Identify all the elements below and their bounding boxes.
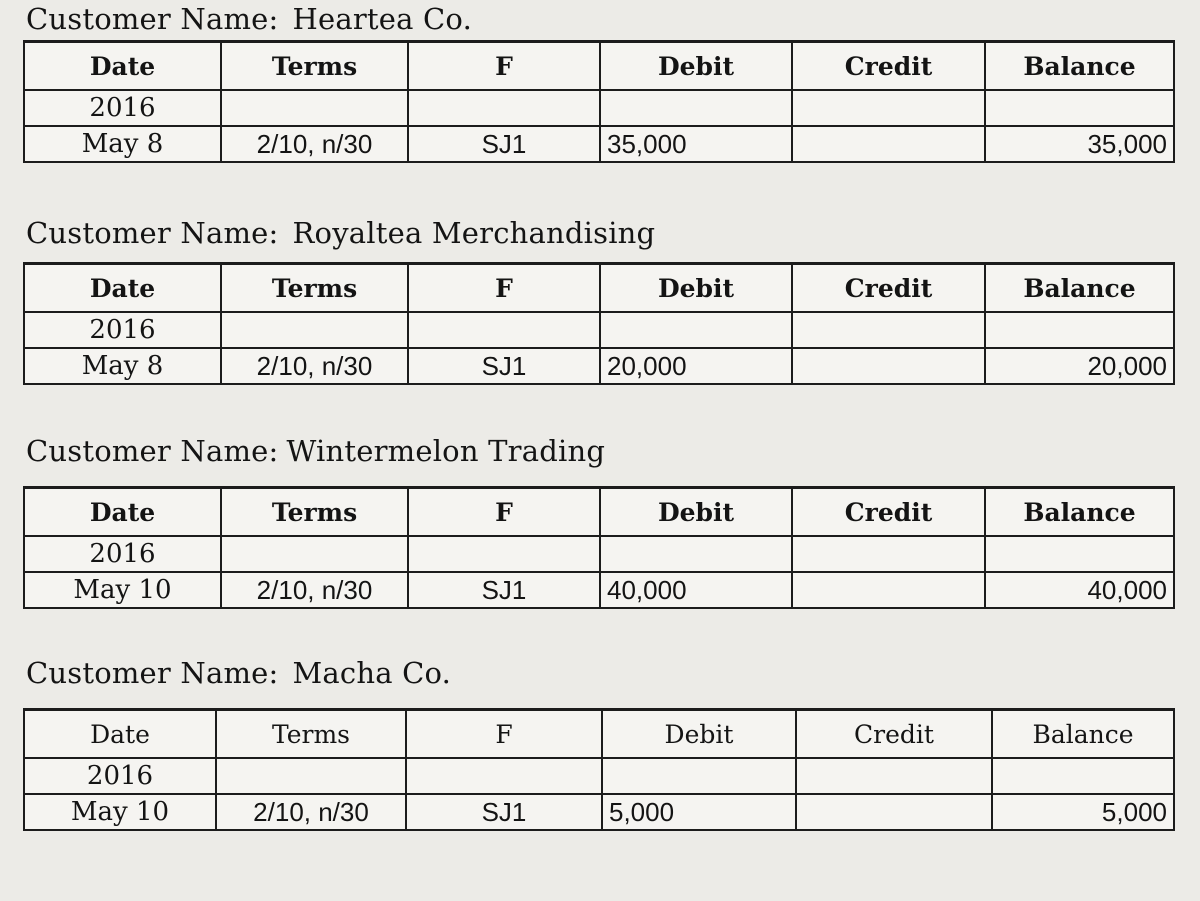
column-header-date: Date: [24, 264, 221, 313]
empty-cell: [985, 90, 1174, 126]
column-header-debit: Debit: [600, 42, 792, 91]
folio-cell: SJ1: [406, 794, 602, 830]
column-header-debit: Debit: [600, 488, 792, 537]
column-header-f: F: [408, 264, 600, 313]
empty-cell: [408, 312, 600, 348]
year-cell: 2016: [24, 758, 216, 794]
empty-cell: [221, 536, 408, 572]
empty-cell: [221, 90, 408, 126]
terms-cell: 2/10, n/30: [221, 126, 408, 162]
customer-name-label: Customer Name:: [26, 434, 279, 468]
column-header-balance: Balance: [985, 264, 1174, 313]
customer-name-label: Customer Name:: [26, 2, 279, 36]
folio-cell: SJ1: [408, 126, 600, 162]
credit-cell: [792, 572, 985, 608]
column-header-balance: Balance: [985, 42, 1174, 91]
year-row: [24, 536, 1174, 572]
empty-cell: [216, 758, 406, 794]
column-header-credit: Credit: [792, 264, 985, 313]
empty-cell: [408, 536, 600, 572]
column-header-balance: Balance: [985, 488, 1174, 537]
date-cell: May 10: [24, 572, 221, 608]
empty-cell: [600, 312, 792, 348]
column-header-f: F: [406, 710, 602, 759]
empty-cell: [792, 312, 985, 348]
credit-cell: [792, 126, 985, 162]
customer-name-value: Macha Co.: [292, 656, 452, 690]
column-header-terms: Terms: [221, 42, 408, 91]
year-row: [24, 312, 1174, 348]
empty-cell: [792, 536, 985, 572]
empty-cell: [221, 312, 408, 348]
empty-cell: [602, 758, 796, 794]
balance-cell: 35,000: [985, 126, 1174, 162]
debit-cell: 20,000: [600, 348, 792, 384]
ledger-table: [23, 486, 1175, 609]
column-header-credit: Credit: [792, 42, 985, 91]
header-row: [24, 42, 1174, 91]
column-header-credit: Credit: [796, 710, 992, 759]
balance-cell: 5,000: [992, 794, 1174, 830]
table-row: [24, 572, 1174, 608]
empty-cell: [796, 758, 992, 794]
customer-name-value: Royaltea Merchandising: [292, 216, 656, 250]
customer-name-value: Heartea Co.: [292, 2, 473, 36]
customer-name-label: Customer Name:: [26, 216, 279, 250]
column-header-f: F: [408, 42, 600, 91]
header-row: [24, 710, 1174, 759]
folio-cell: SJ1: [408, 572, 600, 608]
column-header-debit: Debit: [600, 264, 792, 313]
empty-cell: [792, 90, 985, 126]
empty-cell: [985, 312, 1174, 348]
customer-name-label: Customer Name:: [26, 656, 279, 690]
column-header-date: Date: [24, 710, 216, 759]
year-cell: 2016: [24, 90, 221, 126]
column-header-debit: Debit: [602, 710, 796, 759]
column-header-date: Date: [24, 488, 221, 537]
customer-name-line: [26, 434, 605, 468]
balance-cell: 40,000: [985, 572, 1174, 608]
debit-cell: 5,000: [602, 794, 796, 830]
date-cell: May 8: [24, 126, 221, 162]
ledger-table: [23, 40, 1175, 163]
empty-cell: [408, 90, 600, 126]
column-header-balance: Balance: [992, 710, 1174, 759]
empty-cell: [600, 536, 792, 572]
table-row: [24, 348, 1174, 384]
header-row: [24, 264, 1174, 313]
folio-cell: SJ1: [408, 348, 600, 384]
header-row: [24, 488, 1174, 537]
customer-name-line: [26, 216, 655, 250]
terms-cell: 2/10, n/30: [221, 348, 408, 384]
terms-cell: 2/10, n/30: [221, 572, 408, 608]
year-cell: 2016: [24, 312, 221, 348]
ledger-table: [23, 262, 1175, 385]
debit-cell: 35,000: [600, 126, 792, 162]
empty-cell: [600, 90, 792, 126]
column-header-terms: Terms: [221, 488, 408, 537]
column-header-f: F: [408, 488, 600, 537]
balance-cell: 20,000: [985, 348, 1174, 384]
column-header-terms: Terms: [216, 710, 406, 759]
table-row: [24, 794, 1174, 830]
year-row: [24, 758, 1174, 794]
customer-name-line: [26, 656, 451, 690]
year-row: [24, 90, 1174, 126]
empty-cell: [992, 758, 1174, 794]
empty-cell: [406, 758, 602, 794]
year-cell: 2016: [24, 536, 221, 572]
column-header-terms: Terms: [221, 264, 408, 313]
credit-cell: [796, 794, 992, 830]
column-header-date: Date: [24, 42, 221, 91]
customer-name-value: Wintermelon Trading: [286, 434, 606, 468]
date-cell: May 8: [24, 348, 221, 384]
ledger-table: [23, 708, 1175, 831]
table-row: [24, 126, 1174, 162]
date-cell: May 10: [24, 794, 216, 830]
debit-cell: 40,000: [600, 572, 792, 608]
column-header-credit: Credit: [792, 488, 985, 537]
customer-name-line: [26, 2, 472, 36]
terms-cell: 2/10, n/30: [216, 794, 406, 830]
empty-cell: [985, 536, 1174, 572]
credit-cell: [792, 348, 985, 384]
